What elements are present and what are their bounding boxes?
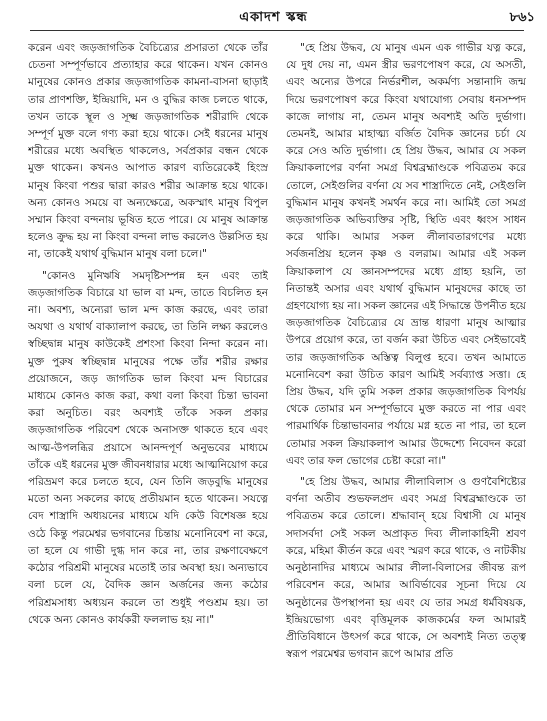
right-paragraph-1: "হে প্রিয় উদ্ধব, যে মানুষ এমন এক গাভীর যত্ন করে, যে দুধ দেয় না, এমন স্ত্রীর ভরণপোষণ করে, যে অসতী, এবং অন্যের উপরে নির্ভরশীল, অকর্মণ্য সন্তানাদি জন্ম দিয়ে ভরণপোষণ করে কিংবা যথাযোগ্য সেবায় ধনসম্পদ কাজে লাগায় না, তেমন মানুষ অবশ্যই অতি দুর্ভাগা। তেমনই, আমার মাহাত্ম্য বর্জিত বৈদিক জ্ঞানের চর্চা যে করে সেও অতি দুর্ভাগা। হে প্রিয় উদ্ধব, আমার যে সকল ক্রিয়াকলাপের বর্ণনা সমগ্র বিশ্বব্রহ্মাণ্ডকে পবিত্রতম করে তোলে, সেইগুলির বর্ণনা যে সব শাস্ত্রাদিতে নেই, সেইগুলি বুদ্ধিমান মানুষ কখনই সমর্থন করে না। আমিই তো সমগ্র জড়জাগতিক অভিব্যক্তির সৃষ্টি, স্থিতি এবং ধ্বংস সাধন করে থাকি। আমার সকল লীলাবতারগণের মধ্যে সর্বজনপ্রিয় হলেন কৃষ্ণ ও বলরাম। আমার এই সকল ক্রিয়াকলাপ যে জ্ঞানসম্পদের মধ্যে গ্রাহ্য হয়নি, তা নিতান্তই অসার এবং যথার্থ বুদ্ধিমান মানুষদের কাছে তা গ্রহণযোগ্য হয় না। সকল জ্ঞানের এই সিদ্ধান্তে উপনীত হয়ে জড়জাগতিক বৈচিত্র্যের যে ভ্রান্ত ধারণা মানুষ আত্মার উপরে প্রয়োগ করে, তা বর্জন করা উচিত এবং সেইভাবেই তার জড়জাগতিক অস্তিত্ব বিলুপ্ত হবে। তখন আমাতে মনোনিবেশ করা উচিত কারণ আমিই সর্বব্যাপ্ত সত্তা। হে প্রিয় উদ্ধব, যদি তুমি সকল প্রকার জড়জাগতিক বিপর্যয় থেকে তোমার মন সম্পূর্ণভাবে মুক্ত করতে না পার এবং পারমার্থিক চিন্তাভাবনার পর্যায়ে মগ্ন হতে না পার, তা হলে তোমার সকল ক্রিয়াকলাপ আমার উদ্দেশ্যে নিবেদন করো এবং তার ফল ভোগের চেষ্টা করো না।" <box>286 42 526 467</box>
right-paragraph-2: "হে প্রিয় উদ্ধব, আমার লীলাবিলাস ও গুণবৈশিষ্ট্যের বর্ণনা অতীব শুভফলপ্রদ এবং সমগ্র বিশ্বব্রহ্মাণ্ডকে তা পবিত্রতম করে তোলে। শ্রদ্ধাবান্ হয়ে বিশ্বাসী যে মানুষ সদাসর্বদা সেই সকল অপ্রাকৃত দিব্য লীলাকাহিনী শ্রবণ করে, মহিমা কীর্তন করে এবং স্মরণ করে থাকে, ও নাটকীয় অনুষ্ঠানাদির মাধ্যমে আমার লীলা-বিলাসের জীবন্ত রূপ পরিবেশন করে, আমার আবির্ভাবের সূচনা দিয়ে যে অনুষ্ঠানের উপস্থাপনা হয় এবং যে তার সমগ্র ধর্মবিষয়ক, ইন্দ্রিয়ভোগ্য এবং বৃত্তিমূলক কাজকর্মের ফল আমারই প্রীতিবিধানে উৎসর্গ করে থাকে, সে অবশ্যই নিত্য তত্ত্ব স্বরূপ পরমেশ্বর ভগবান রূপে আমার প্রতি <box>286 476 526 661</box>
left-paragraph-1: করেন এবং জড়জাগতিক বৈচিত্র্যের প্রসারতা থেকে তাঁর চেতনা সম্পূর্ণভাবে প্রত্যাহার করে থাকেন। যখন কোনও মানুষের কোনও প্রকার জড়জাগতিক কামনা-বাসনা ছাড়াই তার প্রাণশক্তি, ইন্দ্রিয়াদি, মন ও বুদ্ধির কাজ চলতে থাকে, তখন তাকে স্থূল ও সূক্ষ্ম জড়জাগতিক শরীরাদি থেকে সম্পূর্ণ মুক্ত বলে গণ্য করা হয়ে থাকে। সেই ধরনের মানুষ শরীরের মধ্যে অবস্থিত থাকলেও, সর্বপ্রকার বন্ধন থেকে মুক্ত থাকেন। কখনও আপাত কারণ ব্যতিরেকেই হিংস্র মানুষ কিংবা পশুর দ্বারা কারও শরীর আক্রান্ত হয়ে থাকে। অন্য কোনও সময়ে বা অন্যক্ষেত্রে, অকস্মাৎ মানুষ বিপুল সম্মান কিংবা বন্দনায় ভূষিত হতে পারে। যে মানুষ আক্রান্ত হলেও ক্রুদ্ধ হয় না কিংবা বন্দনা লাভ করলেও উল্লসিত হয় না, তাকেই যথার্থ বুদ্ধিমান মানুষ বলা চলে।" <box>28 42 268 261</box>
left-column <box>28 40 268 712</box>
running-title: একাদশ স্কন্ধ <box>239 10 308 25</box>
page-header <box>0 6 547 28</box>
left-paragraph-2: "কোনও মুনিঋষি সমদৃষ্টিসম্পন্ন হন এবং তাই জড়জাগতিক বিচারে যা ভাল বা মন্দ, তাতে বিচলিত হন না। অবশ্য, অন্যেরা ভাল মন্দ কাজ করছে, এবং তারা অযথা ও যথার্থ বাক্যালাপ করছে, তা তিনি লক্ষ্য করলেও স্বচ্ছিদ্বান্ন মানুষ কাউকেই প্রশংসা কিংবা নিন্দা করেন না। মুক্ত পুরুষ স্বচ্ছিদ্বান্ন মানুষের পক্ষে তাঁর শরীর রক্ষার প্রয়োজনে, জড় জাগতিক ভাল কিংবা মন্দ বিচারের মাধ্যমে কোনও কাজ করা, কথা বলা কিংবা চিন্তা ভাবনা করা অনুচিত। বরং অবশ্যই তাঁকে সকল প্রকার জড়জাগতিক পরিবেশ থেকে অনাসক্ত থাকতে হবে এবং আত্ম-উপলব্ধির প্রয়াসে আনন্দপূর্ণ অনুভবের মাধ্যমে তাঁকে এই ধরনের মুক্ত জীবনধারার মধ্যে আত্মনিয়োগ করে পরিভ্রমণ করে চলতে হবে, যেন তিনি জড়বুদ্ধি মানুষের মতো অন্য সকলের কাছে প্রতীয়মান হতে থাকেন। সযত্নে বেদ শাস্ত্রাদি অধ্যয়নের মাধ্যমে যদি কেউ বিশেষজ্ঞ হয়ে ওঠে কিন্তু পরমেশ্বর ভগবানের চিন্তায় মনোনিবেশ না করে, তা হলে যে গাভী দুগ্ধ দান করে না, তার রক্ষণাবেক্ষণে কঠোর পরিশ্রমী মানুষের মতোই তার অবস্থা হয়। অন্যভাবে বলা চলে যে, বৈদিক জ্ঞান অর্জনের জন্য কঠোর পরিশ্রমসাধ্য অধ্যয়ন করলে তা শুধুই পণ্ডশ্রম হয়। তা থেকে অন্য কোনও কার্যকরী ফললাভ হয় না।" <box>28 269 268 626</box>
page-number: ৮৬১ <box>509 10 535 25</box>
right-column <box>286 40 526 712</box>
header-rule <box>30 30 524 31</box>
